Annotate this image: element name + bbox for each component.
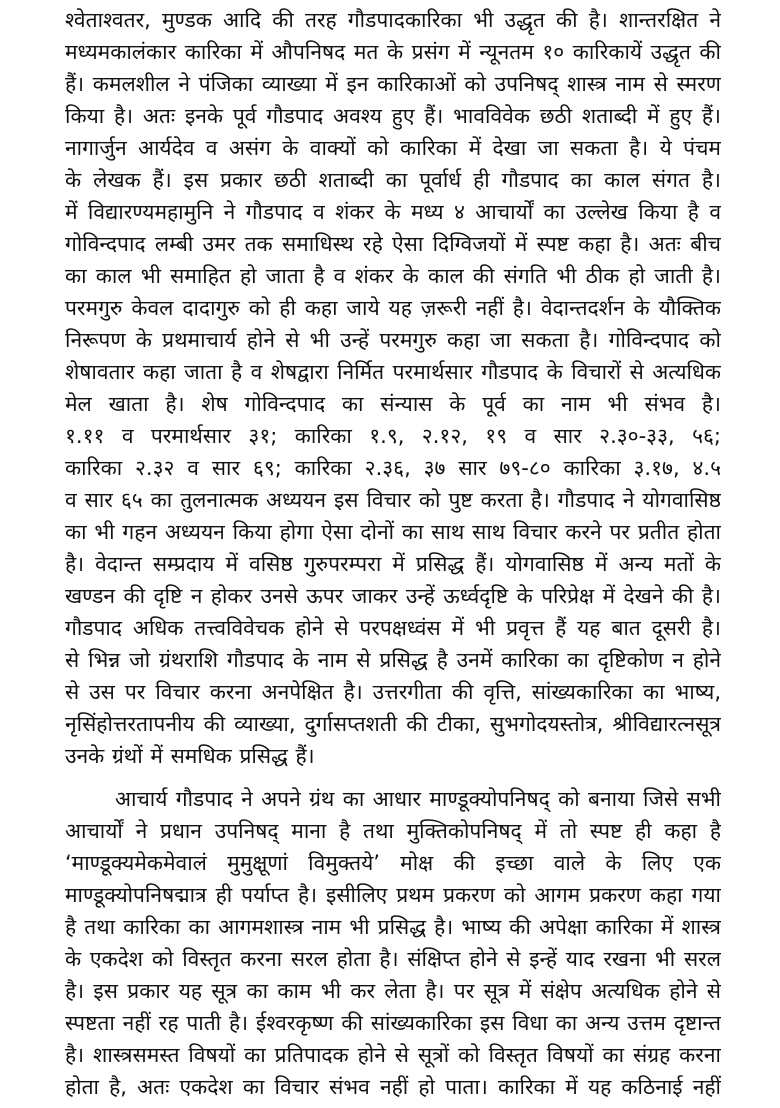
text-line: कारिका २.३२ व सार ६९; कारिका २.३६, ३७ सार ७९-८० कारिका ३.१७, ४.५ — [65, 456, 721, 480]
text-line: ‘माण्डूक्यमेकमेवालं मुमुक्षूणां विमुक्तये’ मोक्ष की इच्छा वाले के लिए एक — [65, 851, 721, 875]
text-line: का भी गहन अध्ययन किया होगा ऐसा दोनों का साथ साथ विचार करने पर प्रतीत होता — [65, 520, 721, 544]
text-line: स्पष्टता नहीं रह पाती है। ईश्वरकृष्ण की सांख्यकारिका इस विधा का अन्य उत्तम दृष्टान्त — [65, 1011, 721, 1035]
text-line: के लेखक हैं। इस प्रकार छठी शताब्दी का पूर्वार्ध ही गौडपाद का काल संगत है। — [65, 168, 721, 192]
text-line: है। शास्त्रसमस्त विषयों का प्रतिपादक होने से सूत्रों को विस्तृत विषयों का संग्रह करना — [65, 1043, 721, 1067]
text-line: है। वेदान्त सम्प्रदाय में वसिष्ठ गुरुपरम्परा में प्रसिद्ध हैं। योगवासिष्ठ में अन्य मतों के — [65, 552, 721, 576]
text-line: है। इस प्रकार यह सूत्र का काम भी कर लेता है। पर सूत्र में संक्षेप अत्यधिक होने से — [65, 979, 721, 1003]
text-line: नागार्जुन आर्यदेव व असंग के वाक्यों को कारिका में देखा जा सकता है। ये पंचम — [65, 136, 721, 160]
document-page — [65, 4, 721, 1103]
text-line: उनके ग्रंथों में समधिक प्रसिद्ध हैं। — [65, 744, 315, 768]
text-line: मेल खाता है। शेष गोविन्दपाद का संन्यास के पूर्व का नाम भी संभव है। — [65, 392, 721, 416]
text-line: के एकदेश को विस्तृत करना सरल होता है। संक्षिप्त होने से इन्हें याद रखना भी सरल — [65, 947, 721, 971]
text-line: निरूपण के प्रथमाचार्य होने से भी उन्हें परमगुरु कहा जा सकता है। गोविन्दपाद को — [65, 328, 721, 352]
text-line: से भिन्न जो ग्रंथराशि गौडपाद के नाम से प्रसिद्ध है उनमें कारिका का दृष्टिकोण न होने — [65, 648, 721, 672]
text-line: गोविन्दपाद लम्बी उमर तक समाधिस्थ रहे ऐसा दिग्विजयों में स्पष्ट कहा है। अतः बीच — [65, 232, 721, 256]
text-line: गौडपाद अधिक तत्त्वविवेचक होने से परपक्षध्वंस में भी प्रवृत्त हैं यह बात दूसरी है। — [65, 616, 721, 640]
text-line: १.११ व परमार्थसार ३१; कारिका १.९, २.१२, १९ व सार २.३०-३३, ५६; — [65, 424, 721, 448]
text-line: शेषावतार कहा जाता है व शेषद्वारा निर्मित परमार्थसार गौडपाद के विचारों से अत्यधिक — [65, 360, 721, 384]
text-line: है तथा कारिका का आगमशास्त्र नाम भी प्रसिद्ध है। भाष्य की अपेक्षा कारिका में शास्त्र — [65, 915, 721, 939]
text-line: में विद्यारण्यमहामुनि ने गौडपाद व शंकर के मध्य ४ आचार्यों का उल्लेख किया है व — [65, 200, 721, 224]
text-line: आचार्य गौडपाद ने अपने ग्रंथ का आधार माण्डूक्योपनिषद् को बनाया जिसे सभी — [115, 787, 721, 811]
text-line: खण्डन की दृष्टि न होकर उनसे ऊपर जाकर उन्हें ऊर्ध्वदृष्टि के परिप्रेक्ष में देखने की है। — [65, 584, 721, 608]
text-line: नृसिंहोत्तरतापनीय की व्याख्या, दुर्गासप्तशती की टीका, सुभगोदयस्तोत्र, श्रीविद्यारत्नसूत्र — [65, 712, 721, 736]
text-line: माण्डूक्योपनिषद्मात्र ही पर्याप्त है। इसीलिए प्रथम प्रकरण को आगम प्रकरण कहा गया — [65, 883, 721, 907]
text-line: आचार्यों ने प्रधान उपनिषद् माना है तथा मुक्तिकोपनिषद् में तो स्पष्ट ही कहा है — [65, 819, 721, 843]
text-line: होता है, अतः एकदेश का विचार संभव नहीं हो पाता। कारिका में यह कठिनाई नहीं — [65, 1075, 721, 1099]
text-line: मध्यमकालंकार कारिका में औपनिषद मत के प्रसंग में न्यूनतम १० कारिकायें उद्धृत की — [65, 40, 721, 64]
text-line: का काल भी समाहित हो जाता है व शंकर के काल की संगति भी ठीक हो जाती है। — [65, 264, 721, 288]
text-line: हैं। कमलशील ने पंजिका व्याख्या में इन कारिकाओं को उपनिषद् शास्त्र नाम से स्मरण — [65, 72, 721, 96]
text-line: परमगुरु केवल दादागुरु को ही कहा जाये यह ज़रूरी नहीं है। वेदान्तदर्शन के यौक्तिक — [65, 296, 721, 320]
text-line: व सार ६५ का तुलनात्मक अध्ययन इस विचार को पुष्ट करता है। गौडपाद ने योगवासिष्ठ — [65, 488, 721, 512]
text-line: श्वेताश्वतर, मुण्डक आदि की तरह गौडपादकारिका भी उद्धृत की है। शान्तरक्षित ने — [65, 8, 721, 32]
text-line: से उस पर विचार करना अनपेक्षित है। उत्तरगीता की वृत्ति, सांख्यकारिका का भाष्य, — [65, 680, 721, 704]
paragraph-1 — [65, 4, 721, 772]
text-line: किया है। अतः इनके पूर्व गौडपाद अवश्य हुए हैं। भावविवेक छठी शताब्दी में हुए हैं। — [65, 104, 721, 128]
paragraph-2 — [65, 783, 721, 1103]
